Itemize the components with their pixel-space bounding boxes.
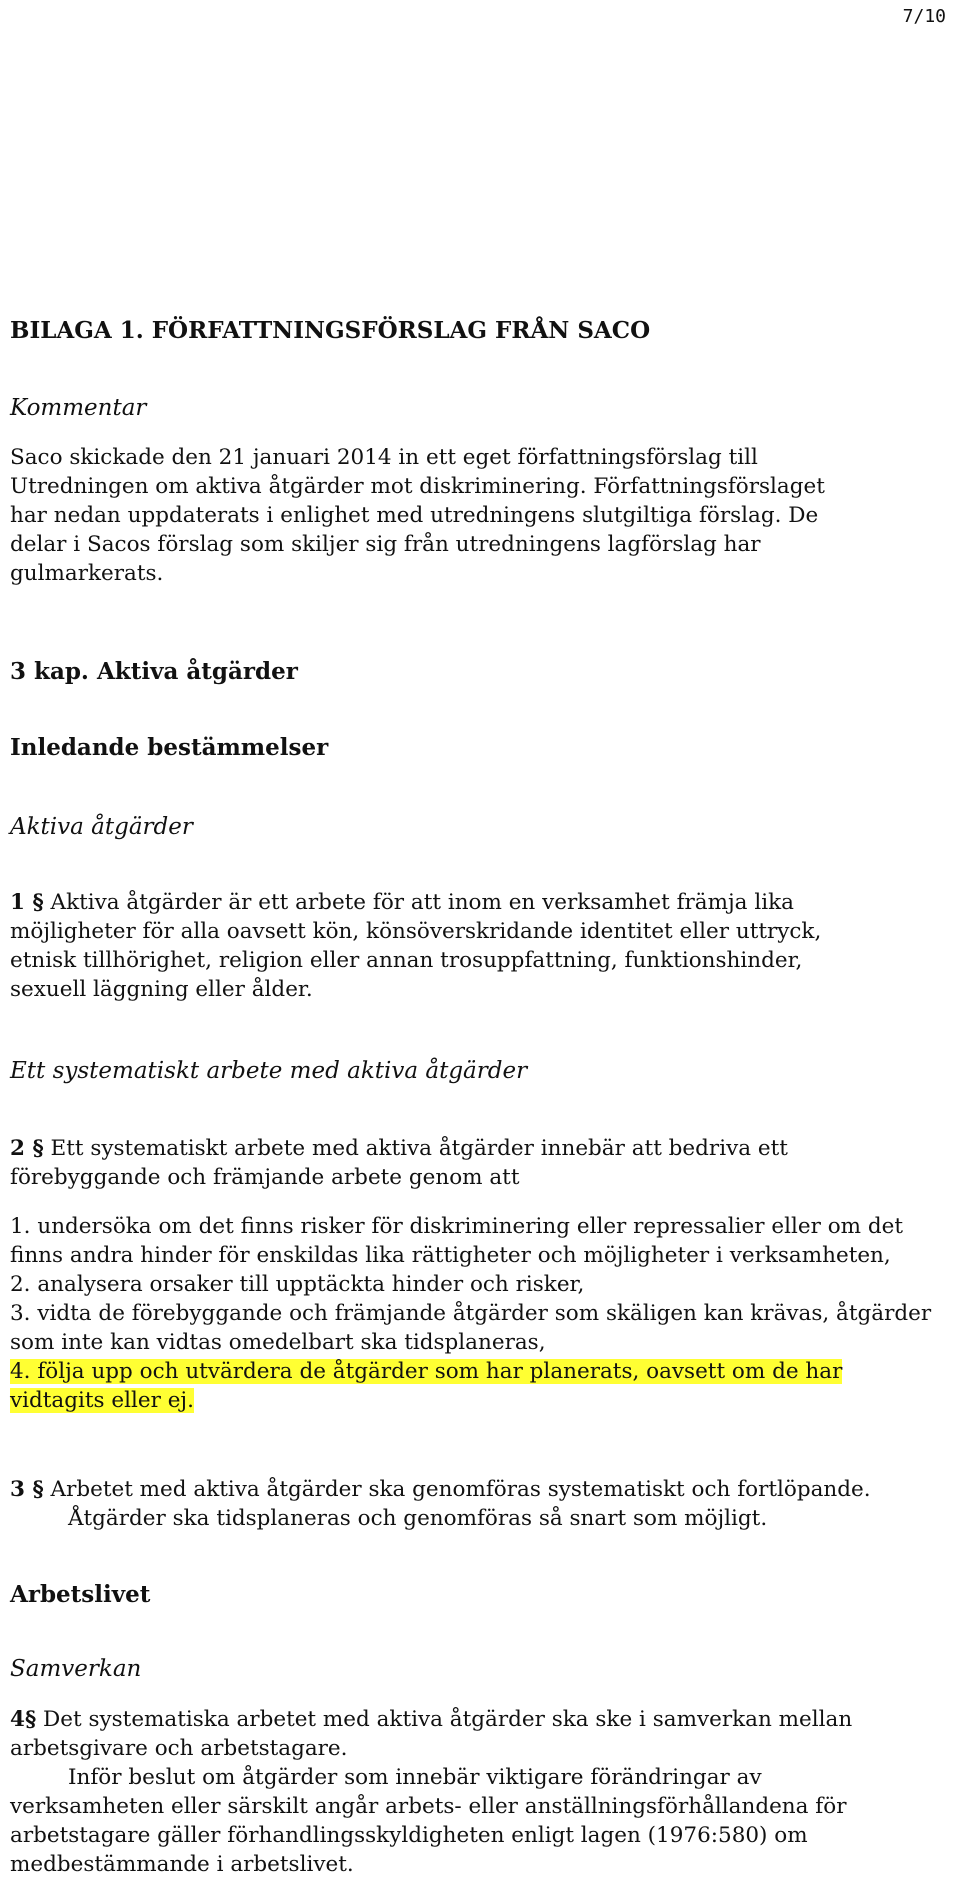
paragraph-text: Det systematiska arbetet med aktiva åtgärder ska ske i samverkan mellan arbetsgivare och arbetstagare.	[10, 1707, 853, 1761]
paragraph-text-continued: Inför beslut om åtgärder som innebär viktigare förändringar av verksamheten eller särskilt angår arbets- eller anställningsförhållandena för arbetstagare gäller förhandlingsskyldigheten enligt lagen (1976:580) om medbestämmande i arbetslivet.	[10, 1765, 847, 1877]
list-item-highlighted	[10, 1357, 890, 1415]
action-list	[10, 1212, 940, 1415]
paragraph-1	[10, 888, 870, 1004]
comment-heading: Kommentar	[10, 395, 147, 421]
list-item: 2. analysera orsaker till upptäckta hinder och risker,	[10, 1272, 585, 1297]
section-number: 3 §	[10, 1477, 44, 1502]
paragraph-4	[10, 1705, 910, 1879]
paragraph-text: Ett systematiskt arbete med aktiva åtgärder innebär att bedriva ett förebyggande och främjande arbete genom att	[10, 1136, 788, 1190]
section-number: 1 §	[10, 890, 44, 915]
paragraph-2	[10, 1134, 870, 1192]
subsection-heading-samverkan: Samverkan	[10, 1656, 142, 1682]
paragraph-text: Arbetet med aktiva åtgärder ska genomföras systematiskt och fortlöpande.	[43, 1477, 871, 1502]
paragraph-text: Aktiva åtgärder är ett arbete för att inom en verksamhet främja lika möjligheter för alla oavsett kön, könsöverskridande identitet eller uttryck, etnisk tillhörighet, religion eller annan trosuppfattning, funktionshinder, sexuell läggning eller ålder.	[10, 890, 822, 1002]
list-item: 1. undersöka om det finns risker för diskriminering eller repressalier eller om det finns andra hinder för enskildas lika rättigheter och möjligheter i verksamheten,	[10, 1214, 903, 1268]
subsection-heading-systematiskt: Ett systematiskt arbete med aktiva åtgärder	[10, 1058, 528, 1084]
subsection-heading-aktiva: Aktiva åtgärder	[10, 814, 193, 840]
paragraph-text-continued: Åtgärder ska tidsplaneras och genomföras så snart som möjligt.	[68, 1506, 768, 1531]
paragraph-3	[10, 1475, 945, 1533]
list-item: 3. vidta de förebyggande och främjande åtgärder som skäligen kan krävas, åtgärder som inte kan vidtas omedelbart ska tidsplaneras,	[10, 1301, 932, 1355]
comment-text: Saco skickade den 21 januari 2014 in ett eget författningsförslag till Utredningen om aktiva åtgärder mot diskriminering. Författningsförslaget har nedan uppdaterats i enlighet med utredningens slutgiltiga förslag. De delar i Sacos förslag som skiljer sig från utredningens lagförslag har gulmarkerats.	[10, 445, 825, 586]
document-title: BILAGA 1. FÖRFATTNINGSFÖRSLAG FRÅN SACO	[10, 317, 651, 344]
page-number: 7/10	[902, 6, 946, 27]
section-heading: Inledande bestämmelser	[10, 734, 329, 761]
highlight-mark: 4. följa upp och utvärdera de åtgärder som har planerats, oavsett om de har vidtagits eller ej.	[10, 1359, 843, 1413]
section-number: 4§	[10, 1707, 37, 1732]
chapter-heading: 3 kap. Aktiva åtgärder	[10, 658, 298, 685]
section-heading-arbetslivet: Arbetslivet	[10, 1581, 151, 1608]
section-number: 2 §	[10, 1136, 44, 1161]
